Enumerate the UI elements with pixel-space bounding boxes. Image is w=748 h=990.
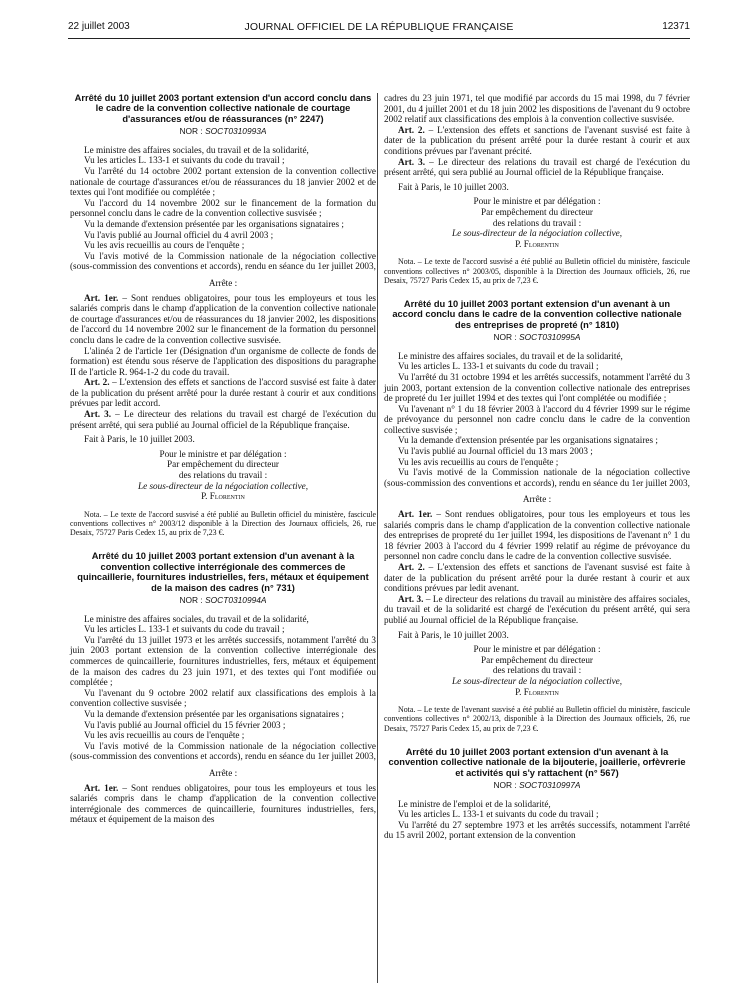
decree-2-signature-line: Par empêchement du directeur xyxy=(481,206,593,217)
decree-1-para: Vu l'accord du 14 novembre 2002 sur le financement de la formation du personnel conclu dans le cadre de la convention collective susvisée ; xyxy=(70,197,376,219)
decree-2-title: Arrêté du 10 juillet 2003 portant extension d'un avenant à la convention collective interrégionale des commerces de quincaillerie, fournitures industrielles, fers, métaux et équipement de la maison des cadres (n° 731) xyxy=(77,551,369,593)
decree-2-signatory: P. Florentin xyxy=(515,238,559,249)
decree-1-signatory: P. Florentin xyxy=(201,491,245,502)
decree-1-article-1b: L'alinéa 2 de l'article 1er (Désignation d'un organisme de collecte de fonds de formation) est étendu sous réserve de l'application des dispositions du paragraphe II de l'article R. 964-1-2 du code du travail. xyxy=(70,345,376,377)
left-column xyxy=(70,93,376,825)
decree-1-signature-role: Le sous-directeur de la négociation collective, xyxy=(137,480,309,491)
decree-1-para: Le ministre des affaires sociales, du travail et de la solidarité, xyxy=(84,144,309,155)
decree-3-date-place: Fait à Paris, le 10 juillet 2003. xyxy=(398,629,509,640)
decree-1-para: Vu la demande d'extension présentée par les organisations signataires ; xyxy=(84,218,344,229)
decree-3-signature-line: Pour le ministre et par délégation : xyxy=(473,644,601,655)
decree-1-para: Vu les articles L. 133-1 et suivants du code du travail ; xyxy=(84,155,285,166)
decree-3-para: Vu la demande d'extension présentée par les organisations signataires ; xyxy=(398,435,658,446)
decree-2-note: Nota. – Le texte de l'accord susvisé a été publié au Bulletin officiel du ministère, fascicule conventions collectives n° 2003/05, disponible à la Direction des Journaux officiels, 26, rue Desaix, 75727 Paris Cedex 15, au prix de 7,23 €. xyxy=(384,257,690,285)
decree-1-article-1: Art. 1er. – Sont rendues obligatoires, pour tous les employeurs et tous les salariés compris dans le champ d'application de la convention collective nationale de courtage d'assurances et/ou de réassurances du 18 janvier 2002, les dispositions de l'accord du 14 novembre 2002 sur le financement de la formation du personnel conclu dans le cadre de la convention collective susvisée. xyxy=(70,292,376,345)
decree-2-date-place: Fait à Paris, le 10 juillet 2003. xyxy=(398,181,509,192)
decree-2-arrete: Arrête : xyxy=(208,767,238,778)
decree-3-arrete: Arrête : xyxy=(522,494,552,505)
decree-3-signatory: P. Florentin xyxy=(515,686,559,697)
decree-3-para: Vu l'arrêté du 31 octobre 1994 et les arrêtés successifs, notamment l'arrêté du 3 juin 2003, portant extension de la convention collective nationale des entreprises de propreté du 1er juillet 1994 et des textes qui l'ont complétée ou modifiée ; xyxy=(384,371,690,404)
decree-3-signature-line: Par empêchement du directeur xyxy=(481,654,593,665)
decree-1-signature-line: des relations du travail : xyxy=(178,470,268,481)
decree-3-nor: NOR : SOCT0310995A xyxy=(493,332,581,343)
decree-1-para: Vu l'avis motivé de la Commission nationale de la négociation collective (sous-commission des conventions et accords), rendu en séance du 1er juillet 2003, xyxy=(70,250,376,272)
header-date: 22 juillet 2003 xyxy=(68,21,130,32)
decree-2-signature-line: Pour le ministre et par délégation : xyxy=(473,196,601,207)
decree-2-para: Vu les articles L. 133-1 et suivants du code du travail ; xyxy=(84,624,285,635)
decree-1-arrete: Arrête : xyxy=(208,277,238,288)
decree-3-para: Le ministre des affaires sociales, du travail et de la solidarité, xyxy=(398,350,623,361)
decree-1-date-place: Fait à Paris, le 10 juillet 2003. xyxy=(84,434,195,445)
decree-2-signature-role: Le sous-directeur de la négociation collective, xyxy=(451,228,623,239)
decree-2-para: Vu l'avenant du 9 octobre 2002 relatif aux classifications des emplois à la convention collective susvisée ; xyxy=(70,687,376,709)
decree-1-para: Vu les avis recueillis au cours de l'enquête ; xyxy=(84,240,245,251)
decree-2-para: Vu l'avis publié au Journal officiel du 15 février 2003 ; xyxy=(84,719,286,730)
decree-2-para: Vu les avis recueillis au cours de l'enquête ; xyxy=(84,730,245,741)
header-rule xyxy=(68,38,690,39)
decree-4-para: Le ministre de l'emploi et de la solidarité, xyxy=(398,798,551,809)
decree-3-para: Vu l'avis publié au Journal officiel du 13 mars 2003 ; xyxy=(398,446,593,457)
decree-1-para: Vu l'arrêté du 14 octobre 2002 portant extension de la convention collective nationale de courtage d'assurances et/ou de réassurances du 18 janvier 2002 et de textes qui l'ont modifiée ou complétée ; xyxy=(70,166,376,198)
decree-3-para: Vu les articles L. 133-1 et suivants du code du travail ; xyxy=(398,361,599,372)
decree-3-signature-line: des relations du travail : xyxy=(492,665,582,676)
decree-2-para: Vu l'arrêté du 13 juillet 1973 et les arrêtés successifs, notamment l'arrêté du 3 juin 2003 portant extension de la convention collective interrégionale des commerces de quincaillerie, fournitures industrielles, fers, métaux et équipement de la maison des cadres du 23 juin 1971, et des textes qui l'ont modifiée ou complétée ; xyxy=(70,634,376,688)
decree-1-signature-line: Par empêchement du directeur xyxy=(167,459,279,470)
decree-3-para: Vu l'avenant n° 1 du 18 février 2003 à l'accord du 4 février 1999 sur le régime de prévoyance du personnel non cadre conclu dans le cadre de la convention collective susvisée ; xyxy=(384,403,690,435)
decree-2-nor: NOR : SOCT0310994A xyxy=(179,595,267,606)
decree-3-article-2: Art. 2. – L'extension des effets et sanctions de l'avenant susvisé est faite à dater de la publication du présent arrêté pour la durée restant à courir et aux conditions prévues par ledit avenant. xyxy=(384,562,690,594)
decree-3-note: Nota. – Le texte de l'avenant susvisé a été publié au Bulletin officiel du ministère, fascicule conventions collectives n° 2002/13, disponible à la Direction des Journaux officiels, 26, rue Desaix, 75727 Paris Cedex 15, au prix de 7,23 €. xyxy=(384,705,690,733)
decree-1-title: Arrêté du 10 juillet 2003 portant extension d'un accord conclu dans le cadre de la convention collective nationale de courtage d'assurances et/ou de réassurances (n° 2247) xyxy=(74,93,372,124)
decree-2-signature-line: des relations du travail : xyxy=(492,217,582,228)
column-separator xyxy=(377,93,378,983)
decree-2-article-1-continued: cadres du 23 juin 1971, tel que modifié par accords du 15 mai 1998, du 7 février 2001, du 4 juillet 2001 et du 18 juin 2002 les dispositions de l'avenant du 9 octobre 2002 relatif aux classifications des emplois à la convention collective susvisée. xyxy=(384,93,690,125)
decree-2-article-3: Art. 3. – Le directeur des relations du travail est chargé de l'exécution du présent arrêté, qui sera publié au Journal officiel de la République française. xyxy=(384,156,690,178)
header-journal-title: JOURNAL OFFICIEL DE LA RÉPUBLIQUE FRANÇAISE xyxy=(244,21,514,33)
decree-4-title: Arrêté du 10 juillet 2003 portant extension d'un avenant à la convention collective nationale de la bijouterie, joaillerie, orfèvrerie et activités qui s'y rattachent (n° 567) xyxy=(388,746,686,778)
decree-2-article-1: Art. 1er. – Sont rendues obligatoires, pour tous les employeurs et tous les salariés compris dans le champ d'application de la convention collective interrégionale des commerces de quincaillerie, fournitures industrielles, fers, métaux et équipement de la maison des xyxy=(70,782,376,825)
decree-2-para: Le ministre des affaires sociales, du travail et de la solidarité, xyxy=(84,613,309,624)
decree-4-para: Vu les articles L. 133-1 et suivants du code du travail ; xyxy=(398,809,599,820)
decree-2-article-2: Art. 2. – L'extension des effets et sanctions de l'avenant susvisé est faite à dater de la publication du présent arrêté pour la durée restant à courir et aux conditions prévues par l'avenant précité. xyxy=(384,124,690,156)
header-page-number: 12371 xyxy=(662,21,690,32)
decree-1-nor: NOR : SOCT0310993A xyxy=(179,126,267,137)
decree-3-signature-role: Le sous-directeur de la négociation collective, xyxy=(451,675,623,686)
decree-4-para: Vu l'arrêté du 27 septembre 1973 et les arrêtés successifs, notamment l'arrêté du 15 avril 2002, portant extension de la convention xyxy=(384,819,690,841)
decree-1-article-3: Art. 3. – Le directeur des relations du travail est chargé de l'exécution du présent arrêté, qui sera publié au Journal officiel de la République française. xyxy=(70,409,376,430)
decree-2-para: Vu l'avis motivé de la Commission nationale de la négociation collective (sous-commission des conventions et accords), rendu en séance du 1er juillet 2003, xyxy=(70,740,376,762)
decree-1-para: Vu l'avis publié au Journal officiel du 4 avril 2003 ; xyxy=(84,229,274,240)
right-column xyxy=(384,93,690,841)
decree-3-para: Vu l'avis motivé de la Commission nationale de la négociation collective (sous-commission des conventions et accords), rendu en séance du 1er juillet 2003, xyxy=(384,467,690,488)
decree-3-title: Arrêté du 10 juillet 2003 portant extension d'un avenant à un accord conclu dans le cadre de la convention collective nationale des entreprises de propreté (n° 1810) xyxy=(392,298,682,330)
decree-1-note: Nota. – Le texte de l'accord susvisé a été publié au Bulletin officiel du ministère, fascicule conventions collectives n° 2003/12 disponible à la Direction des Journaux officiels, 26, rue Desaix, 75727 Paris Cedex 15, au prix de 7,23 €. xyxy=(70,509,376,538)
decree-1-signature-line: Pour le ministre et par délégation : xyxy=(159,448,287,459)
decree-3-para: Vu les avis recueillis au cours de l'enquête ; xyxy=(398,456,559,467)
decree-3-article-1: Art. 1er. – Sont rendues obligatoires, pour tous les employeurs et tous les salariés compris dans le champ d'application de la convention collective nationale des entreprises de propreté du 1er juillet 1994, les dispositions de l'avenant n° 1 du 18 février 2003 à l'accord du 4 février 1999 relatif au régime de prévoyance du personnel non cadre conclu dans le cadre de la convention collective susvisée. xyxy=(384,509,690,562)
decree-1-article-2: Art. 2. – L'extension des effets et sanctions de l'accord susvisé est faite à dater de la publication du présent arrêté pour la durée restant à courir et aux conditions prévues par ledit accord. xyxy=(70,377,376,409)
decree-3-article-3: Art. 3. – Le directeur des relations du travail au ministère des affaires sociales, du travail et de la solidarité est chargé de l'exécution du présent arrêté, qui sera publié au Journal officiel de la République française. xyxy=(384,593,690,625)
decree-4-nor: NOR : SOCT0310997A xyxy=(493,779,581,790)
page-header xyxy=(68,21,690,37)
decree-2-para: Vu la demande d'extension présentée par les organisations signataires ; xyxy=(84,708,344,719)
